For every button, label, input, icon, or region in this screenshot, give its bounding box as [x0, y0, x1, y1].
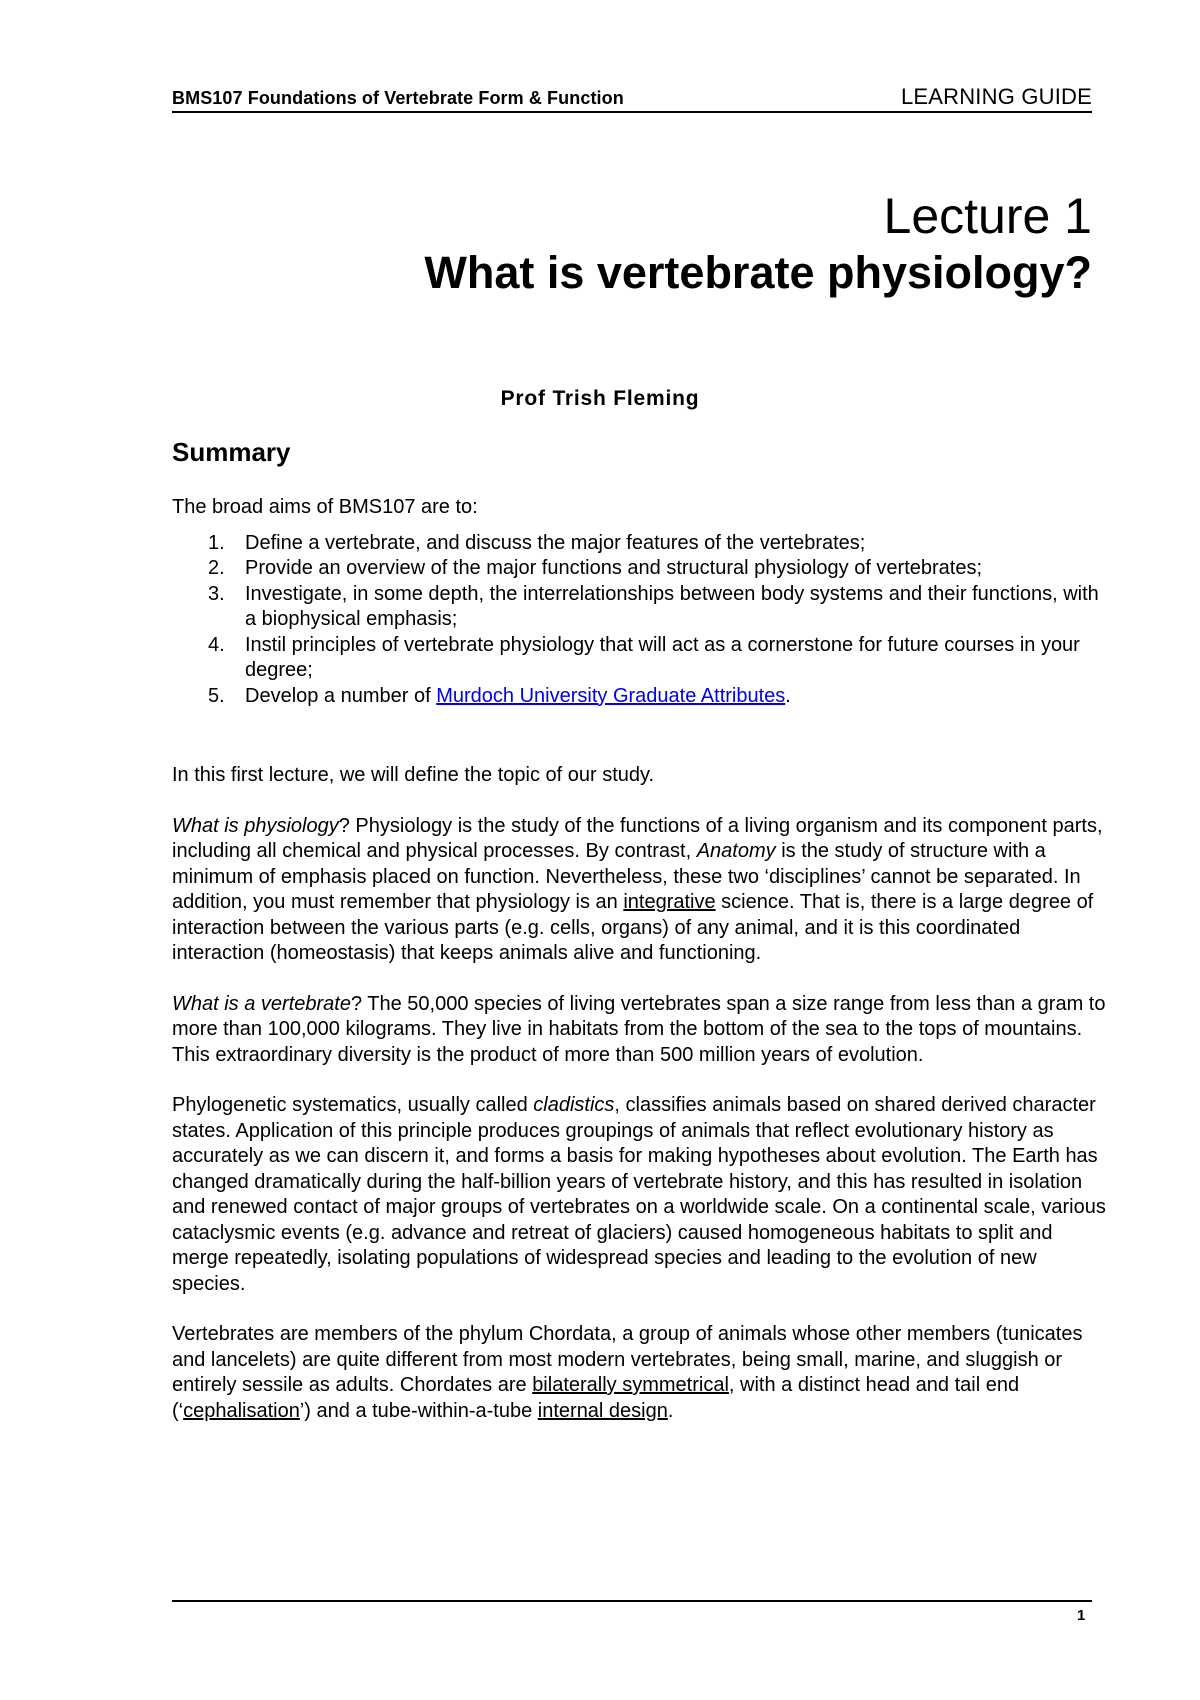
graduate-attributes-link[interactable]: Murdoch University Graduate Attributes: [436, 684, 786, 707]
title-block: [424, 188, 1092, 300]
chordata-text: Vertebrates are members of the phylum Chordata, a group of animals whose other members (tunicates and lancelets) are quite different from most modern vertebrates, being small, marine, and sluggish or entirely sessile as adults. Chordates are: [172, 1323, 1083, 1396]
physiology-text: science. That is, there is a large degree of interaction between the various parts (e.g. cells, organs) of any animal, and it is this coordinated interaction (homeostasis) that keeps animals alive and functioning.: [172, 891, 1094, 964]
chordata-text: ’) and a tube-within-a-tube: [299, 1399, 538, 1422]
vertebrate-text: ? The 50,000 species of living vertebrates span a size range from less than a gram to more than 100,000 kilograms. They live in habitats from the bottom of the sea to the tops of mountains. This extraordinary diversity is the product of more than 500 million years of evolution.: [172, 992, 1106, 1066]
aim-item: [172, 531, 1112, 557]
physiology-text: ? Physiology is the study of the functions of a living organism and its component parts, including all chemical and physical processes. By contrast,: [172, 814, 1103, 862]
aim-item: [172, 582, 1112, 633]
cephalisation-term: cephalisation: [183, 1399, 300, 1422]
header-divider: [172, 111, 1092, 113]
integrative-term: integrative: [623, 891, 716, 913]
aim-text: Define a vertebrate, and discuss the major features of the vertebrates;: [245, 531, 866, 554]
aim-text: Investigate, in some depth, the interrelationships between body systems and their functions, with a biophysical emphasis;: [245, 582, 1099, 630]
physiology-question: What is physiology: [172, 814, 339, 837]
vertebrate-question: What is a vertebrate: [172, 992, 351, 1015]
bilateral-term: bilaterally symmetrical: [532, 1374, 729, 1396]
aim-number: 5.: [208, 684, 225, 707]
aim-number: 2.: [208, 557, 225, 579]
footer-divider: [172, 1600, 1092, 1602]
summary-heading: Summary: [172, 437, 291, 467]
aim-item: [172, 684, 1112, 710]
internal-design-term: internal design: [537, 1399, 668, 1422]
aim-number: 3.: [208, 582, 225, 605]
cladistics-term: cladistics: [533, 1094, 615, 1116]
aims-list: [172, 531, 1112, 710]
physiology-text: is the study of structure with a minimum of emphasis placed on function. Nevertheless, these two ‘disciplines’ cannot be separated. In addition, you must remember that physiology is an: [172, 840, 1081, 913]
page-number: 1: [1077, 1607, 1086, 1624]
page-header: [172, 84, 1092, 114]
physiology-paragraph: [172, 814, 1112, 967]
cladistics-text: Phylogenetic systematics, usually called: [172, 1094, 534, 1116]
chordata-paragraph: [172, 1322, 1112, 1424]
aim-item: [172, 556, 1112, 582]
aim-text-after: .: [785, 684, 791, 707]
vertebrate-paragraph: [172, 992, 1112, 1069]
aim-item: [172, 633, 1112, 684]
author-name: Prof Trish Fleming: [500, 387, 700, 410]
lecture-title: What is vertebrate physiology?: [424, 247, 1092, 298]
chordata-text: , with a distinct head and tail end (‘: [172, 1374, 1020, 1422]
aim-text: Instil principles of vertebrate physiology that will act as a cornerstone for future courses in your degree;: [245, 633, 1080, 681]
cladistics-paragraph: [172, 1093, 1112, 1297]
anatomy-term: Anatomy: [696, 840, 776, 862]
aim-number: 4.: [208, 633, 225, 656]
aim-text-before: Develop a number of: [245, 684, 437, 707]
intro-paragraph: In this first lecture, we will define the topic of our study.: [172, 764, 655, 786]
chordata-text: .: [667, 1399, 674, 1422]
course-title: BMS107 Foundations of Vertebrate Form & Function: [172, 88, 624, 108]
main-content: [172, 495, 1112, 1424]
aims-intro: The broad aims of BMS107 are to:: [172, 496, 478, 518]
aim-number: 1.: [208, 531, 225, 554]
aim-text: Provide an overview of the major functions and structural physiology of vertebrates;: [245, 557, 983, 579]
lecture-number: Lecture 1: [883, 188, 1092, 244]
cladistics-text: , classifies animals based on shared derived character states. Application of this principle produces groupings of animals that reflect evolutionary history as accurately as we can discern it, and forms a basis for making hypotheses about evolution. The Earth has changed dramatically during the half-billion years of vertebrate history, and this has resulted in isolation and renewed contact of major groups of vertebrates on a worldwide scale. On a continental scale, various cataclysmic events (e.g. advance and retreat of glaciers) caused homogeneous habitats to split and merge repeatedly, isolating populations of widespread species and leading to the evolution of new species.: [172, 1094, 1106, 1295]
spacer: [172, 709, 1112, 763]
learning-guide-label: LEARNING GUIDE: [900, 84, 1092, 109]
